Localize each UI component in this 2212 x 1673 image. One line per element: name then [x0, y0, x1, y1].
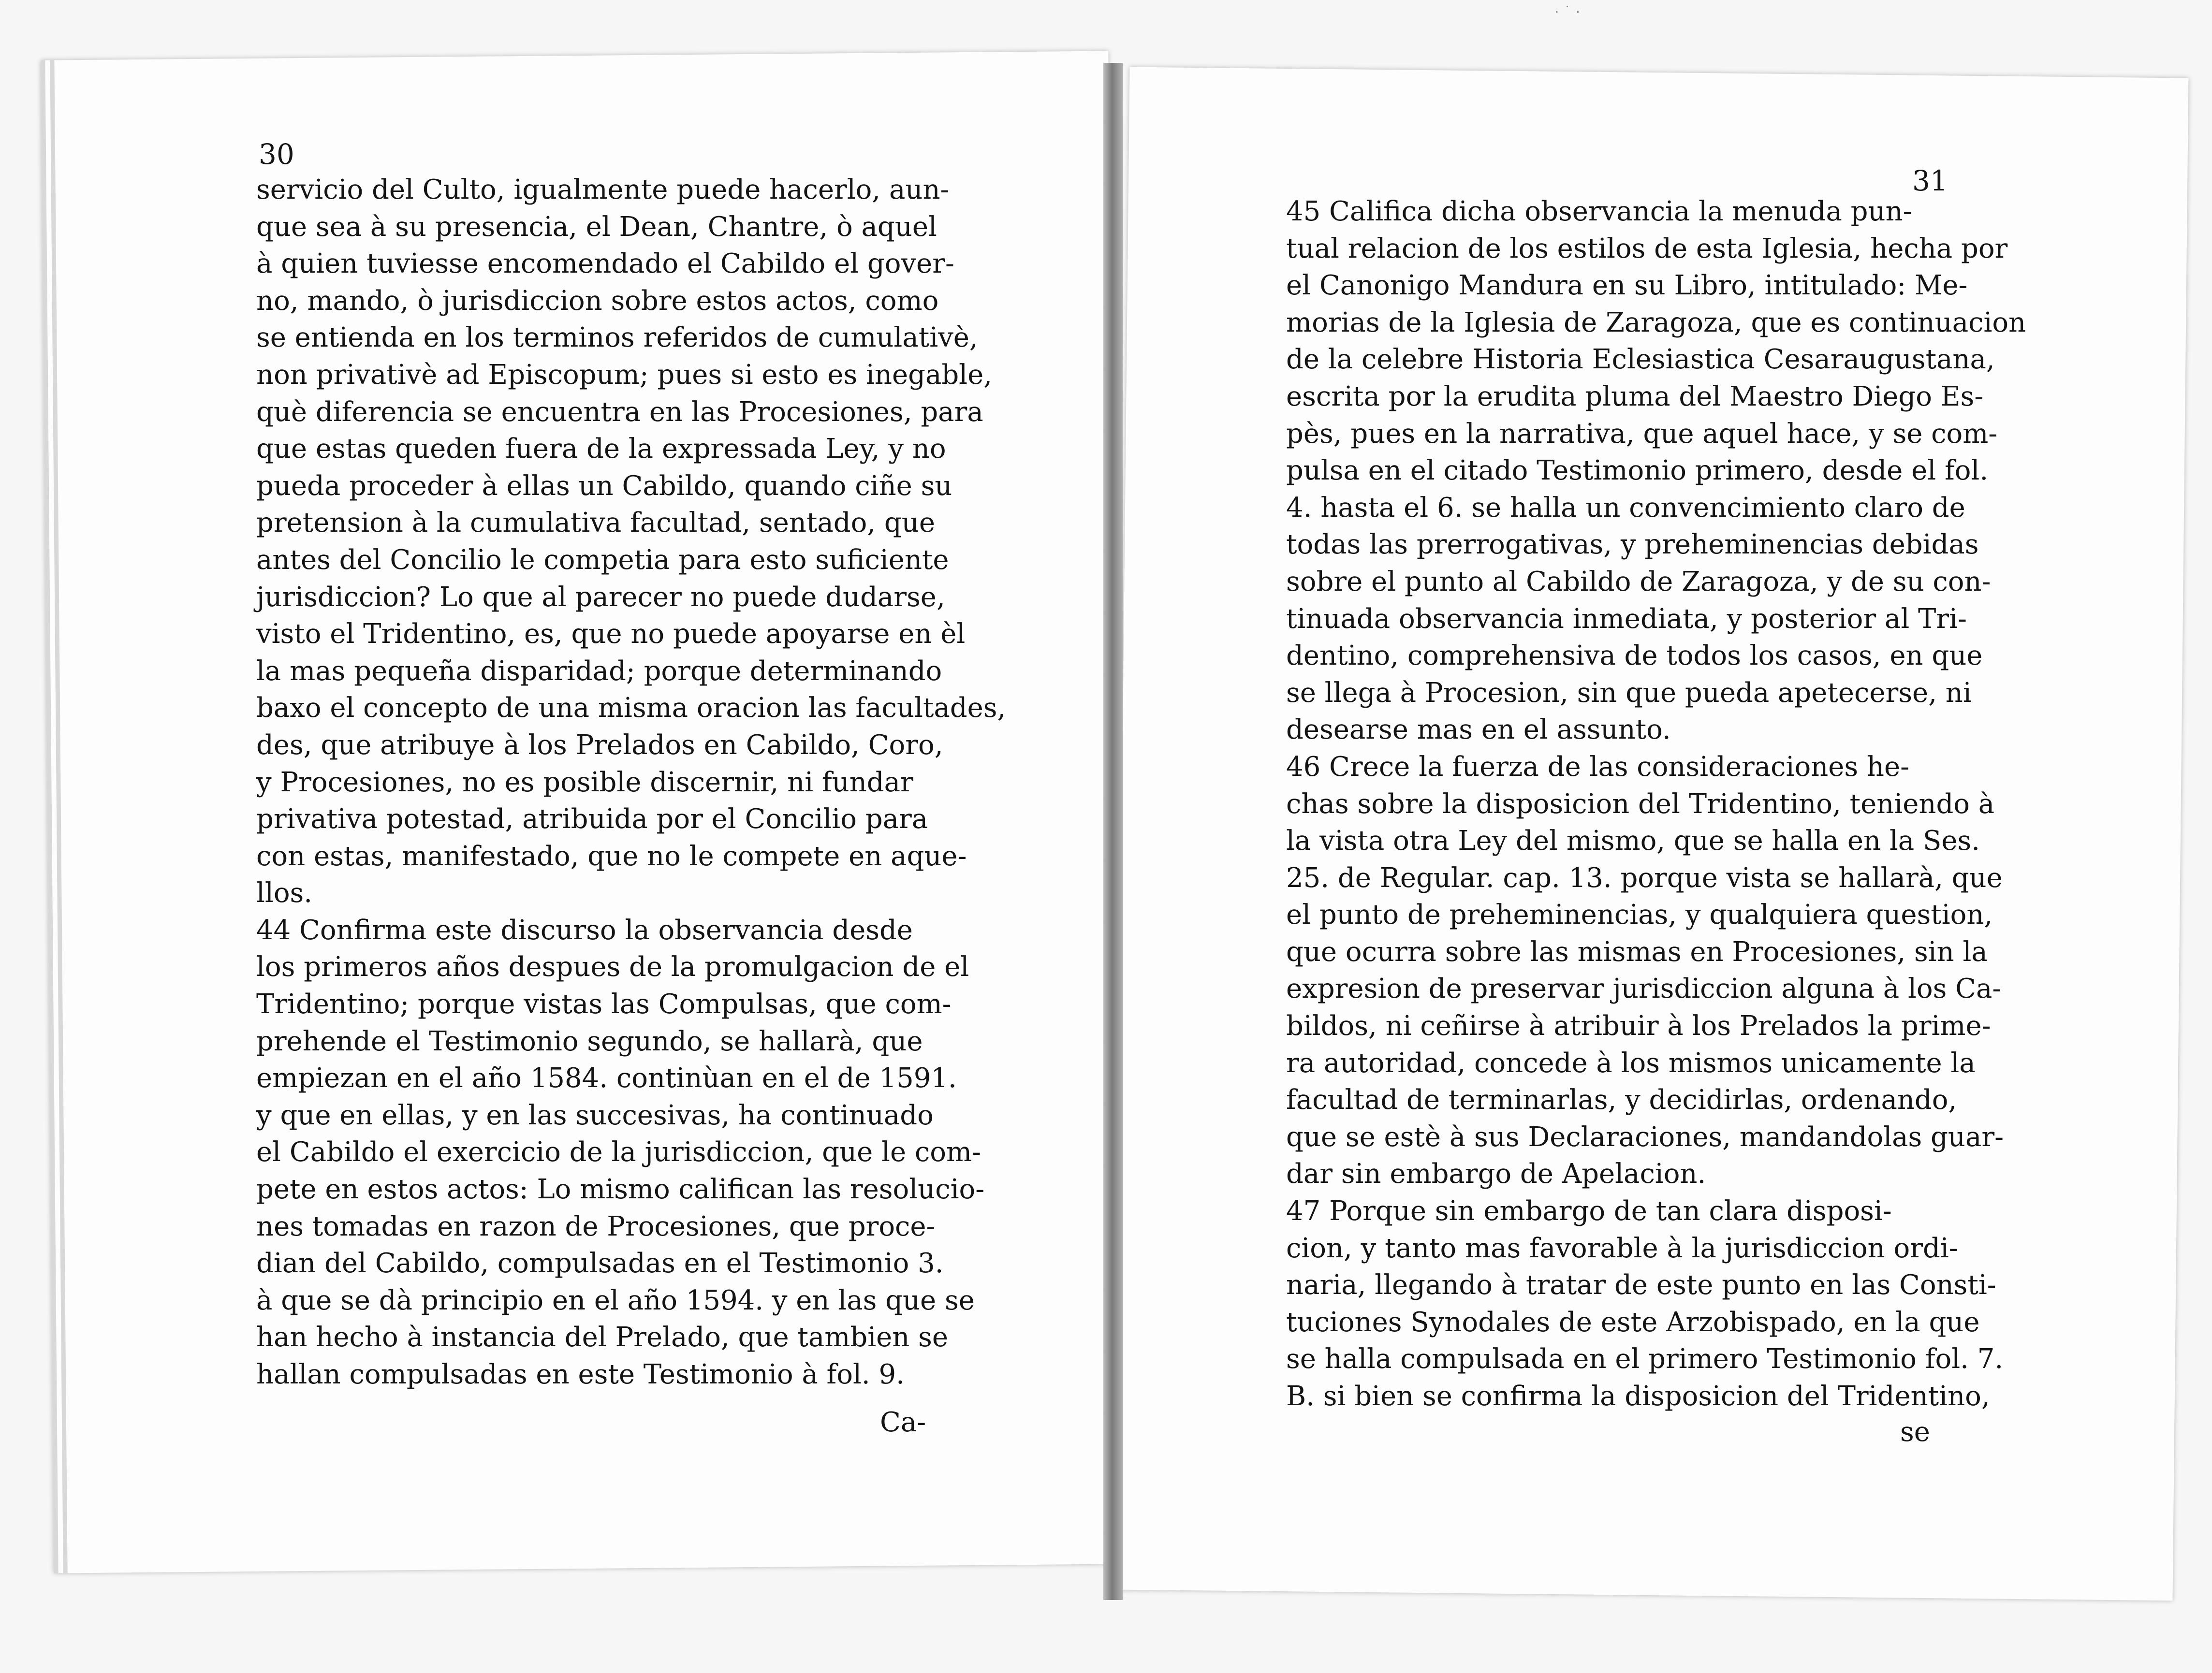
text-line: à que se dà principio en el año 1594. y en las que se [256, 1284, 975, 1316]
text-line: 47 Porque sin embargo de tan clara disposi- [1286, 1195, 1892, 1227]
text-line: la mas pequeña disparidad; porque determinando [256, 655, 942, 687]
text-line: des, que atribuye à los Prelados en Cabildo, Coro, [256, 729, 943, 761]
text-line: el Canonigo Mandura en su Libro, intitulado: Me- [1286, 270, 1968, 302]
text-line: antes del Concilio le competia para esto suficiente [256, 544, 949, 576]
text-line: el Cabildo el exercicio de la jurisdiccion, que le com- [256, 1136, 981, 1168]
text-line: nes tomadas en razon de Procesiones, que proce- [256, 1210, 936, 1242]
text-line: què diferencia se encuentra en las Procesiones, para [256, 396, 983, 428]
text-line: 44 Confirma este discurso la observancia desde [256, 914, 913, 946]
text-line: visto el Tridentino, es, que no puede apoyarse en èl [256, 618, 966, 650]
text-line: dian del Cabildo, compulsadas en el Testimonio 3. [256, 1248, 944, 1280]
text-line: 4. hasta el 6. se halla un convencimiento claro de [1286, 492, 1965, 524]
text-line: con estas, manifestado, que no le compete en aque- [256, 840, 967, 872]
text-line: jurisdiccion? Lo que al parecer no puede dudarse, [256, 581, 945, 613]
text-line: hallan compulsadas en este Testimonio à fol. 9. [256, 1359, 905, 1390]
text-line: se llega à Procesion, sin que pueda apetecerse, ni [1286, 677, 1972, 709]
text-line: la vista otra Ley del mismo, que se halla en la Ses. [1286, 825, 1980, 857]
text-line: tuciones Synodales de este Arzobispado, en la que [1286, 1306, 1980, 1338]
text-line: desearse mas en el assunto. [1286, 714, 1671, 746]
text-line: llos. [256, 877, 313, 909]
text-line: y Procesiones, no es posible discernir, ni fundar [256, 766, 913, 798]
text-line: tual relacion de los estilos de esta Iglesia, hecha por [1286, 233, 2008, 264]
text-line: no, mando, ò jurisdiccion sobre estos actos, como [256, 285, 939, 317]
text-line: dar sin embargo de Apelacion. [1286, 1158, 1706, 1190]
right-page-number: 31 [1912, 164, 1948, 197]
text-line: el punto de preheminencias, y qualquiera question, [1286, 899, 1993, 931]
text-line: non privativè ad Episcopum; pues si esto es inegable, [256, 359, 993, 391]
text-line: cion, y tanto mas favorable à la jurisdiccion ordi- [1286, 1232, 1958, 1264]
text-line: prehende el Testimonio segundo, se hallarà, que [256, 1025, 923, 1057]
text-line: Tridentino; porque vistas las Compulsas, que com- [256, 989, 952, 1020]
left-page-text [256, 172, 1006, 1394]
right-catchword: se [1900, 1416, 1930, 1448]
text-line: expresion de preservar jurisdiccion alguna à los Ca- [1286, 973, 2002, 1005]
left-page-number: 30 [259, 138, 294, 171]
text-line: pete en estos actos: Lo mismo califican las resolucio- [256, 1174, 985, 1206]
text-line: 25. de Regular. cap. 13. porque vista se hallarà, que [1286, 862, 2003, 894]
text-line: pueda proceder à ellas un Cabildo, quando ciñe su [256, 470, 952, 502]
text-line: se entienda en los terminos referidos de cumulativè, [256, 322, 978, 354]
text-line: sobre el punto al Cabildo de Zaragoza, y de su con- [1286, 566, 1991, 597]
text-line: y que en ellas, y en las succesivas, ha continuado [256, 1099, 934, 1131]
text-line: que sea à su presencia, el Dean, Chantre, ò aquel [256, 211, 937, 243]
text-line: que se estè à sus Declaraciones, mandandolas guar- [1286, 1121, 2004, 1153]
text-line: bildos, ni ceñirse à atribuir à los Prelados la prime- [1286, 1010, 1991, 1042]
text-line: servicio del Culto, igualmente puede hacerlo, aun- [256, 174, 950, 205]
right-page-text [1286, 193, 2026, 1415]
text-line: de la celebre Historia Eclesiastica Cesaraugustana, [1286, 344, 1995, 376]
text-line: 46 Crece la fuerza de las consideraciones he- [1286, 751, 1910, 783]
text-line: privativa potestad, atribuida por el Concilio para [256, 803, 928, 835]
text-line: tinuada observancia inmediata, y posterior al Tri- [1286, 603, 1967, 635]
text-line: pretension à la cumulativa facultad, sentado, que [256, 507, 935, 539]
left-catchword: Ca- [880, 1407, 926, 1438]
text-line: pulsa en el citado Testimonio primero, desde el fol. [1286, 455, 1989, 487]
text-line: dentino, comprehensiva de todos los casos, en que [1286, 640, 1983, 672]
text-line: han hecho à instancia del Prelado, que tambien se [256, 1322, 949, 1353]
text-line: ra autoridad, concede à los mismos unicamente la [1286, 1047, 1976, 1079]
text-line: se halla compulsada en el primero Testimonio fol. 7. [1286, 1343, 2004, 1375]
text-line: que ocurra sobre las mismas en Procesiones, sin la [1286, 936, 1988, 968]
text-line: facultad de terminarlas, y decidirlas, ordenando, [1286, 1084, 1957, 1116]
text-line: que estas queden fuera de la expressada Ley, y no [256, 433, 946, 465]
text-line: baxo el concepto de una misma oracion las facultades, [256, 692, 1006, 724]
text-line: empiezan en el año 1584. continùan en el de 1591. [256, 1062, 957, 1094]
text-line: todas las prerrogativas, y preheminencias debidas [1286, 529, 1979, 561]
text-line: morias de la Iglesia de Zaragoza, que es continuacion [1286, 306, 2026, 338]
text-line: 45 Califica dicha observancia la menuda pun- [1286, 196, 1912, 227]
text-line: chas sobre la disposicion del Tridentino, teniendo à [1286, 788, 1995, 820]
text-line: naria, llegando à tratar de este punto en las Consti- [1286, 1269, 1996, 1301]
dust-speck: · ˙ · [1554, 4, 1581, 21]
text-line: escrita por la erudita pluma del Maestro Diego Es- [1286, 380, 1984, 412]
text-line: à quien tuviesse encomendado el Cabildo el gover- [256, 248, 954, 280]
text-line: pès, pues en la narrativa, que aquel hace, y se com- [1286, 418, 1998, 450]
book-gutter [1103, 63, 1123, 1600]
text-line: los primeros años despues de la promulgacion de el [256, 951, 969, 983]
text-line: B. si bien se confirma la disposicion del Tridentino, [1286, 1381, 1990, 1412]
